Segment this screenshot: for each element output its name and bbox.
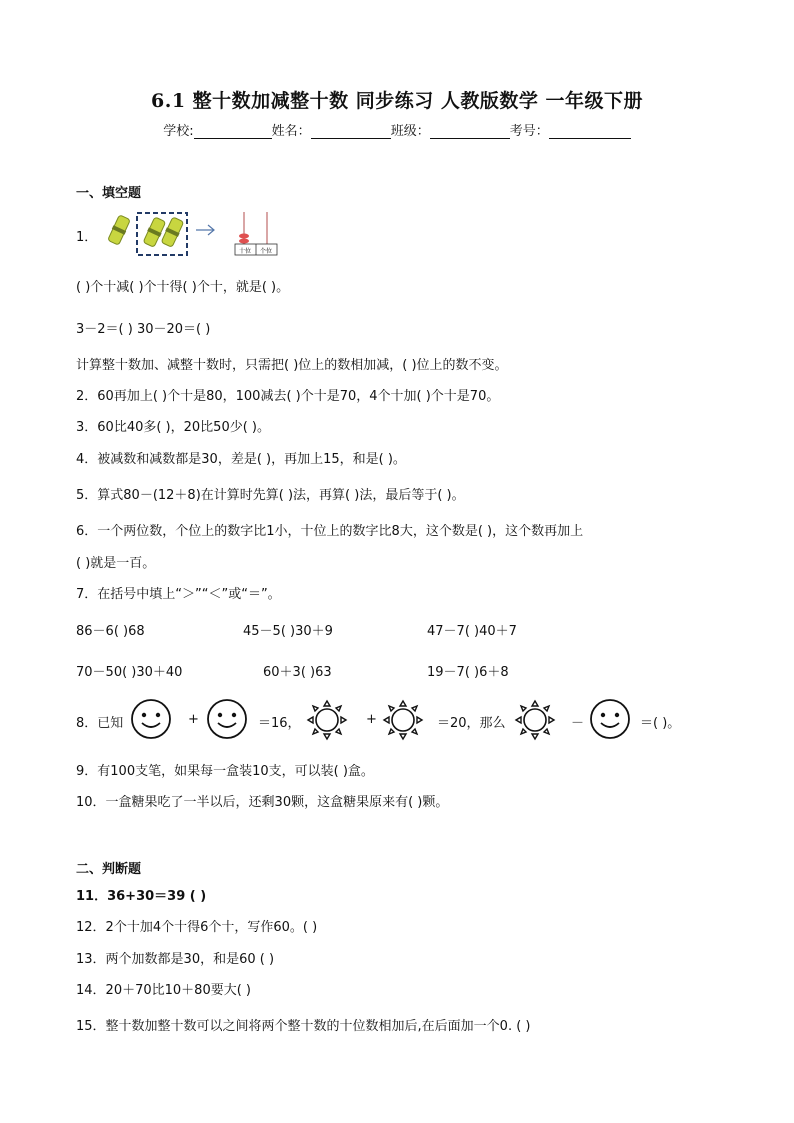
sun-icon <box>381 698 425 742</box>
q7-item: 70－50( )30＋40 <box>76 665 183 680</box>
q13: 13．两个加数都是30，和是60 ( ) <box>76 952 275 967</box>
two-bundles-icon <box>142 216 185 247</box>
q6-line2: ( )就是一百。 <box>76 556 156 571</box>
exam-no-label: 考号： <box>509 124 549 139</box>
school-blank[interactable] <box>194 124 272 139</box>
q7-stem: 7．在括号中填上“＞”“＜”或“＝”。 <box>76 587 281 602</box>
dashed-box <box>137 213 187 255</box>
q3: 3．60比40多( )，20比50少( )。 <box>76 420 270 435</box>
abacus-label-tens: 十位 <box>238 248 252 255</box>
q1-number: 1． <box>76 230 98 245</box>
abacus-label-ones: 个位 <box>259 248 273 255</box>
sun-icon <box>305 698 349 742</box>
q9: 9．有100支笔，如果每一盒装10支，可以装( )盒。 <box>76 764 374 779</box>
q5: 5．算式80－(12＋8)在计算时先算( )法，再算( )法，最后等于( )。 <box>76 488 465 503</box>
q1-line1: ( )个十减( )个十得( )个十，就是( )。 <box>76 280 290 295</box>
class-blank[interactable] <box>430 124 510 139</box>
smiley-face-icon <box>130 698 172 740</box>
q12: 12．2个十加4个十得6个十，写作60。( ) <box>76 920 318 935</box>
q7-item: 19－7( )6＋8 <box>427 665 509 680</box>
q8-prefix: 8．已知 <box>76 716 124 731</box>
name-blank[interactable] <box>311 124 391 139</box>
q1-line3: 计算整十数加、减整十数时，只需把( )位上的数相加减，( )位上的数不变。 <box>76 358 508 373</box>
q1-bundles-figure <box>104 208 304 258</box>
smiley-face-icon <box>589 698 631 740</box>
q7-item: 45－5( )30＋9 <box>243 624 333 639</box>
q8-plus: + <box>366 712 377 727</box>
q14: 14．20＋70比10＋80要大( ) <box>76 983 251 998</box>
student-info-line <box>0 120 794 139</box>
q7-item: 60＋3( )63 <box>263 665 332 680</box>
arrow-right-icon <box>196 225 214 235</box>
sun-icon <box>513 698 557 742</box>
single-bundle-icon <box>107 214 132 245</box>
q2: 2．60再加上( )个十是80，100减去( )个十是70，4个十加( )个十是70。 <box>76 389 500 404</box>
q6-line1: 6．一个两位数，个位上的数字比1小，十位上的数字比8大，这个数是( )，这个数再加上 <box>76 524 584 539</box>
q7-item: 47－7( )40＋7 <box>427 624 517 639</box>
section-heading-judgment: 二、判断题 <box>76 862 142 877</box>
q4: 4．被减数和减数都是30，差是( )，再加上15，和是( )。 <box>76 452 406 467</box>
q7-item: 86－6( )68 <box>76 624 145 639</box>
class-label: 班级： <box>390 124 430 139</box>
q8-plus: + <box>188 712 199 727</box>
q8-eq2: ＝20，那么 <box>437 716 506 731</box>
q8-eq1: ＝16， <box>258 716 301 731</box>
smiley-face-icon <box>206 698 248 740</box>
q11: 11．36+30＝39 ( ) <box>76 889 207 904</box>
abacus-icon <box>235 212 277 255</box>
page-title: 6.1 整十数加减整十数 同步练习 人教版数学 一年级下册 <box>150 90 643 112</box>
q15: 15．整十数加整十数可以之间将两个整十数的十位数相加后,在后面加一个0. ( ) <box>76 1019 531 1034</box>
q8-minus: － <box>571 716 585 731</box>
school-label: 学校: <box>163 124 194 139</box>
q1-line2: 3－2＝( ) 30－20＝( ) <box>76 322 211 337</box>
q10: 10．一盒糖果吃了一半以后，还剩30颗，这盒糖果原来有( )颗。 <box>76 795 449 810</box>
q8-end: ＝( )。 <box>640 716 681 731</box>
section-heading-fill-in: 一、填空题 <box>76 186 142 201</box>
name-label: 姓名： <box>271 124 311 139</box>
exam-no-blank[interactable] <box>549 124 631 139</box>
